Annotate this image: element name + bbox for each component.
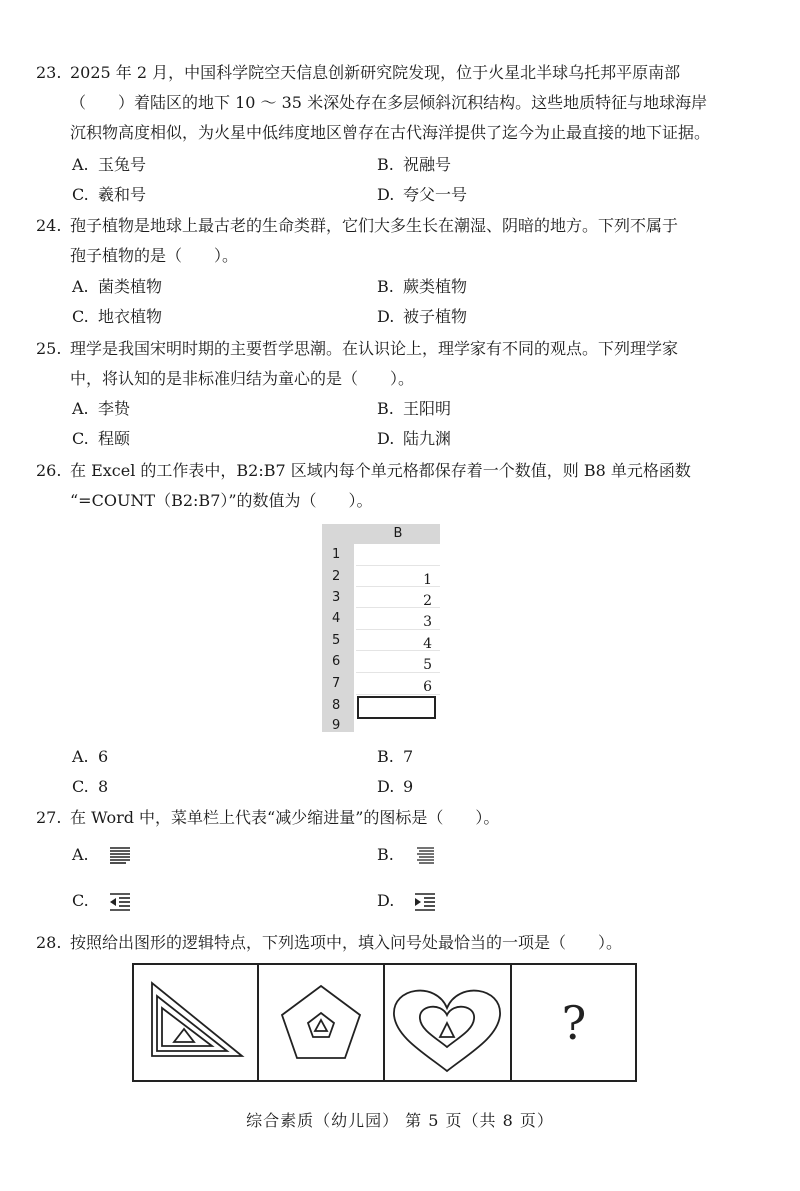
question-stem: [70, 211, 766, 271]
option-d[interactable]: [377, 772, 413, 802]
option-label: A.: [72, 747, 89, 766]
option-b[interactable]: [377, 150, 451, 180]
stem-line: “=COUNT（B2:B7）”的数值为（ ）。: [70, 491, 373, 510]
stem-line: 在 Word 中，菜单栏上代表“减少缩进量”的图标是（ ）。: [70, 808, 500, 827]
row-number: 1: [332, 547, 341, 562]
option-label: A.: [72, 845, 89, 864]
option-a[interactable]: [72, 840, 131, 870]
option-label: A.: [72, 399, 89, 418]
cell-b5[interactable]: 4: [423, 636, 432, 652]
option-b[interactable]: [377, 742, 413, 772]
option-text: 羲和号: [98, 185, 147, 204]
stem-line: 中，将认知的是非标准归结为童心的是（ ）。: [70, 369, 415, 388]
stem-line: 理学是我国宋明时期的主要哲学思潮。在认识论上，理学家有不同的观点。下列理学家: [70, 339, 679, 358]
question-25: [36, 334, 766, 394]
option-c[interactable]: [72, 424, 130, 454]
option-label: D.: [377, 777, 395, 796]
option-b[interactable]: [377, 272, 467, 302]
question-number: 23.: [36, 63, 62, 82]
row-number: 6: [332, 654, 341, 669]
option-text: 玉兔号: [98, 155, 147, 174]
option-a[interactable]: [72, 394, 130, 424]
cell-b2[interactable]: 1: [423, 572, 432, 588]
option-text: 蕨类植物: [403, 277, 468, 296]
stem-line: 孢子植物是地球上最古老的生命类群，它们大多生长在潮湿、阴暗的地方。下列不属于: [70, 216, 679, 235]
option-label: A.: [72, 155, 89, 174]
question-stem: [70, 803, 766, 833]
question-number: 26.: [36, 461, 62, 480]
stem-line: 孢子植物的是（ ）。: [70, 246, 239, 265]
figure-sequence: [132, 963, 637, 1082]
option-c[interactable]: [72, 772, 108, 802]
option-label: D.: [377, 307, 395, 326]
option-text: 9: [403, 777, 414, 796]
option-a[interactable]: [72, 150, 146, 180]
row-number: 7: [332, 676, 341, 691]
option-text: 菌类植物: [98, 277, 163, 296]
option-text: 李贽: [98, 399, 131, 418]
option-label: C.: [72, 891, 89, 910]
question-27: [36, 803, 766, 833]
option-text: 程颐: [98, 429, 131, 448]
cell-b3[interactable]: 2: [423, 593, 432, 609]
option-label: A.: [72, 277, 89, 296]
cell-b4[interactable]: 3: [423, 614, 432, 630]
option-label: C.: [72, 185, 89, 204]
option-label: D.: [377, 891, 395, 910]
question-number: 28.: [36, 933, 62, 952]
question-stem: [70, 928, 766, 958]
question-24: [36, 211, 766, 271]
question-stem: [70, 456, 766, 516]
question-26: [36, 456, 766, 516]
option-c[interactable]: [72, 302, 162, 332]
option-text: 8: [98, 777, 109, 796]
option-label: D.: [377, 185, 395, 204]
option-text: 陆九渊: [403, 429, 452, 448]
decrease-indent-icon: [109, 892, 131, 912]
option-label: B.: [377, 399, 394, 418]
option-a[interactable]: [72, 272, 162, 302]
question-23: [36, 58, 766, 148]
row-number: 4: [332, 611, 341, 626]
cell-b8-selected[interactable]: [357, 696, 436, 719]
page-footer: 综合素质（幼儿园） 第 5 页（共 8 页）: [246, 1111, 554, 1130]
option-label: D.: [377, 429, 395, 448]
question-mark: ?: [561, 996, 587, 1050]
option-d[interactable]: [377, 424, 451, 454]
excel-screenshot: [322, 524, 440, 732]
question-number: 25.: [36, 339, 62, 358]
row-number: 8: [332, 698, 341, 713]
option-text: 7: [403, 747, 414, 766]
row-number: 2: [332, 569, 341, 584]
option-d[interactable]: [377, 886, 436, 916]
question-number: 27.: [36, 808, 62, 827]
option-text: 夸父一号: [403, 185, 468, 204]
option-text: 地衣植物: [98, 307, 163, 326]
option-label: C.: [72, 777, 89, 796]
option-c[interactable]: [72, 886, 131, 916]
question-stem: [70, 334, 766, 394]
align-justify-icon: [109, 846, 131, 866]
question-stem: [70, 58, 766, 148]
option-text: 被子植物: [403, 307, 468, 326]
stem-line: 2025 年 2 月，中国科学院空天信息创新研究院发现，位于火星北半球乌托邦平原南部: [70, 63, 681, 82]
increase-indent-icon: [414, 892, 436, 912]
line-spacing-icon: [414, 846, 436, 866]
option-text: 祝融号: [403, 155, 452, 174]
stem-line: （ ）着陆区的地下 10 ～ 35 米深处存在多层倾斜沉积结构。这些地质特征与地球海岸: [70, 93, 708, 112]
option-d[interactable]: [377, 302, 467, 332]
cell-b7[interactable]: 6: [423, 679, 432, 695]
option-label: B.: [377, 155, 394, 174]
pentagon-figure: [282, 986, 360, 1058]
option-label: C.: [72, 429, 89, 448]
option-a[interactable]: [72, 742, 108, 772]
grid-line: [356, 565, 440, 566]
stem-line: 按照给出图形的逻辑特点，下列选项中，填入问号处最恰当的一项是（ ）。: [70, 933, 623, 952]
option-b[interactable]: [377, 840, 436, 870]
row-number: 3: [332, 590, 341, 605]
option-label: B.: [377, 747, 394, 766]
option-label: B.: [377, 845, 394, 864]
stem-line: 在 Excel 的工作表中，B2:B7 区域内每个单元格都保存着一个数值，则 B8 单元格函数: [70, 461, 691, 480]
triangle-figure: [152, 983, 242, 1056]
option-b[interactable]: [377, 394, 451, 424]
column-header-b: B: [393, 526, 403, 541]
stem-line: 沉积物高度相似，为火星中低纬度地区曾存在古代海洋提供了迄今为止最直接的地下证据。: [70, 123, 711, 142]
question-number: 24.: [36, 216, 62, 235]
row-number: 5: [332, 633, 341, 648]
heart-figure: [394, 991, 500, 1071]
option-text: 6: [98, 747, 109, 766]
cell-b6[interactable]: 5: [423, 657, 432, 673]
option-c[interactable]: [72, 180, 146, 210]
option-label: C.: [72, 307, 89, 326]
option-d[interactable]: [377, 180, 467, 210]
option-label: B.: [377, 277, 394, 296]
question-28: [36, 928, 766, 958]
option-text: 王阳明: [403, 399, 452, 418]
row-number: 9: [332, 718, 341, 733]
